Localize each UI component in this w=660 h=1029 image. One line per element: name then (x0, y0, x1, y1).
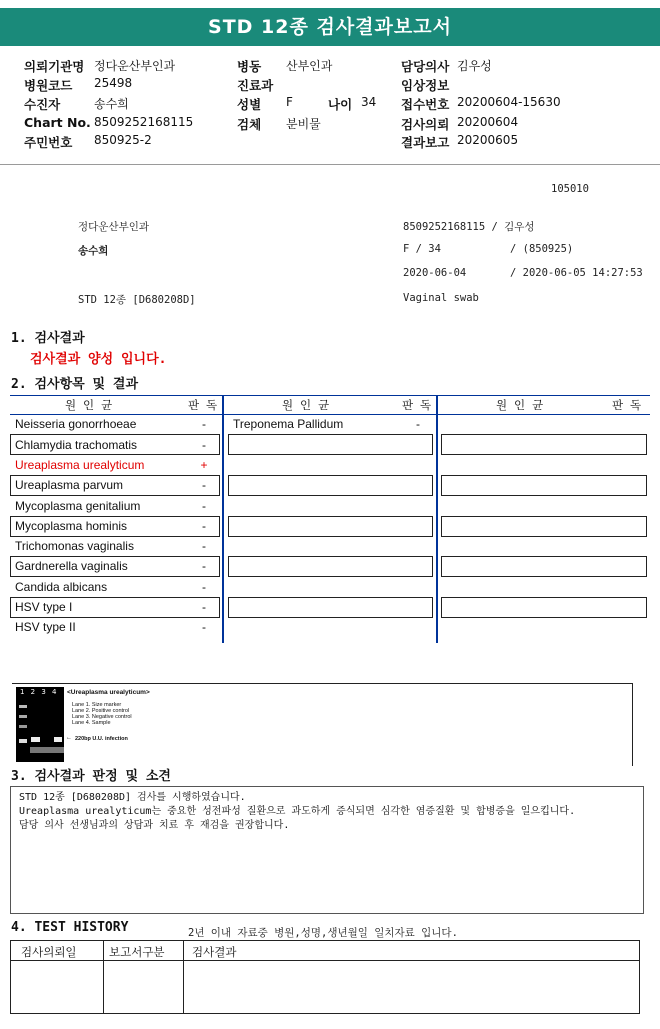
value-chart-no: 8509252168115 (94, 115, 194, 129)
label-age: 나이 (328, 97, 353, 112)
pathogen-name: Chlamydia trachomatis (15, 438, 138, 452)
history-table (10, 940, 640, 1014)
summary-patient: 송수희 (78, 245, 109, 257)
result-message: 검사결과 양성 입니다. (30, 352, 167, 367)
summary-institution: 정다운산부인과 (78, 221, 150, 233)
row-box (441, 434, 647, 455)
value-specimen: 분비물 (286, 117, 321, 131)
pathogen-result-positive: + (200, 458, 208, 472)
pathogen-name: Mycoplasma hominis (15, 519, 128, 533)
opinion-line: Ureaplasma urealyticum는 중요한 성전파성 질환으로 과도하게 증식되면 심각한 염증질환 및 합병증을 일으킵니다. (19, 806, 576, 817)
history-header-row (11, 941, 639, 961)
value-receipt-no: 20200604-15630 (457, 95, 561, 109)
gel-band (19, 739, 27, 743)
row-box (441, 597, 647, 618)
label-dept: 진료과 (237, 78, 274, 93)
label-receipt-no: 접수번호 (401, 97, 450, 112)
gel-lane-numbers: 1 2 3 4 (20, 688, 59, 696)
history-col-type: 보고서구분 (109, 945, 165, 959)
history-note: 2년 이내 자료중 병원,성명,생년월일 일치자료 입니다. (188, 927, 458, 939)
opinion-line: STD 12종 [D680208D] 검사를 시행하였습니다. (19, 792, 246, 803)
value-resident-no: 850925-2 (94, 133, 152, 147)
row-box (441, 556, 647, 577)
opinion-line: 담당 의사 선생님과의 상담과 치료 후 재검을 권장합니다. (19, 820, 290, 831)
history-col-result: 검사결과 (192, 945, 237, 959)
label-hospital-code: 병원코드 (24, 78, 73, 93)
col-judge-2: 판 독 (402, 398, 432, 412)
gel-band (30, 747, 64, 753)
summary-birth: / (850925) (510, 243, 574, 255)
history-column-line (183, 941, 184, 1013)
label-request-date: 검사의뢰 (401, 117, 450, 132)
row-box (441, 475, 647, 496)
label-institution: 의뢰기관명 (24, 59, 85, 74)
section3-title: 3. 검사결과 판정 및 소견 (11, 769, 171, 784)
row-box (228, 475, 433, 496)
value-doctor: 김우성 (457, 59, 492, 73)
summary-specimen: Vaginal swab (403, 292, 479, 304)
value-patient: 송수희 (94, 97, 129, 111)
results-table-header (10, 395, 650, 415)
gel-band (19, 715, 27, 718)
row-box (228, 516, 433, 537)
pathogen-result: - (202, 499, 206, 513)
gel-legend: Lane 1. Size marker (72, 702, 122, 708)
gel-band (19, 725, 27, 728)
label-doctor: 담당의사 (401, 59, 450, 74)
col-pathogen-1: 원 인 균 (65, 398, 113, 412)
section1-title: 1. 검사결과 (11, 331, 85, 346)
value-sex: F (286, 95, 293, 109)
label-chart-no: Chart No. (24, 115, 91, 130)
section2-title: 2. 검사항목 및 결과 (11, 377, 139, 392)
gel-legend: Lane 4. Sample (72, 720, 111, 726)
label-patient: 수진자 (24, 97, 61, 112)
pathogen-result: - (202, 519, 206, 533)
pathogen-result: - (202, 600, 206, 614)
pathogen-name: Mycoplasma genitalium (15, 499, 141, 513)
col-pathogen-3: 원 인 균 (496, 398, 544, 412)
value-hospital-code: 25498 (94, 76, 133, 90)
gel-title: <Ureaplasma urealyticum> (67, 689, 150, 696)
pathogen-name: HSV type I (15, 600, 73, 614)
row-box (228, 434, 433, 455)
row-box (441, 516, 647, 537)
gel-image (16, 687, 64, 762)
report-title: STD 12종 검사결과보고서 (0, 8, 660, 46)
label-clinical-info: 임상정보 (401, 78, 450, 93)
summary-test: STD 12종 [D680208D] (78, 294, 196, 306)
pathogen-result: - (202, 417, 206, 431)
pathogen-name: Ureaplasma parvum (15, 478, 124, 492)
gel-band (54, 737, 62, 742)
pathogen-result: - (202, 438, 206, 452)
summary-reported: / 2020-06-05 14:27:53 (510, 267, 643, 279)
gel-legend: Lane 2. Positive control (72, 708, 130, 714)
history-col-date: 검사의뢰일 (21, 945, 77, 959)
pathogen-result: - (202, 620, 206, 634)
col-judge-1: 판 독 (188, 398, 218, 412)
label-sex: 성별 (237, 97, 262, 112)
pathogen-result: - (202, 580, 206, 594)
row-box (228, 597, 433, 618)
gel-band (31, 737, 40, 742)
summary-chart-doctor: 8509252168115 / 김우성 (403, 221, 535, 233)
column-divider-2 (436, 395, 438, 643)
value-request-date: 20200604 (457, 115, 519, 129)
label-report-date: 결과보고 (401, 135, 450, 150)
value-institution: 정다운산부인과 (94, 59, 176, 73)
report-code: 105010 (551, 183, 589, 195)
value-ward: 산부인과 (286, 59, 333, 73)
value-report-date: 20200605 (457, 133, 519, 147)
pathogen-name: Trichomonas vaginalis (15, 539, 134, 553)
pathogen-name: Neisseria gonorrhoeae (15, 417, 137, 431)
value-age: 34 (361, 95, 377, 109)
header-divider (0, 164, 660, 165)
pathogen-name: Candida albicans (15, 580, 108, 594)
col-pathogen-2: 원 인 균 (282, 398, 330, 412)
pathogen-result: - (416, 417, 420, 431)
pathogen-result: - (202, 559, 206, 573)
history-column-line (103, 941, 104, 1013)
arrow-icon: ← (66, 735, 72, 741)
patient-info (0, 52, 660, 162)
gel-band-label: 220bp U.U. infection (75, 736, 128, 742)
summary-received: 2020-06-04 (403, 267, 467, 279)
section4-title: 4. TEST HISTORY (11, 920, 129, 935)
gel-band (19, 705, 27, 708)
summary-sex-age: F / 34 (403, 243, 441, 255)
label-ward: 병동 (237, 59, 262, 74)
pathogen-name: Gardnerella vaginalis (15, 559, 128, 573)
gel-legend: Lane 3. Negative control (72, 714, 132, 720)
label-specimen: 검체 (237, 117, 262, 132)
pathogen-result: - (202, 478, 206, 492)
column-divider-1 (222, 395, 224, 643)
label-resident-no: 주민번호 (24, 135, 73, 150)
pathogen-name: HSV type II (15, 620, 76, 634)
row-box (228, 556, 433, 577)
col-judge-3: 판 독 (612, 398, 642, 412)
opinion-box (10, 786, 644, 914)
pathogen-result: - (202, 539, 206, 553)
pathogen-name-positive: Ureaplasma urealyticum (15, 458, 145, 472)
pathogen-name: Treponema Pallidum (233, 417, 344, 431)
